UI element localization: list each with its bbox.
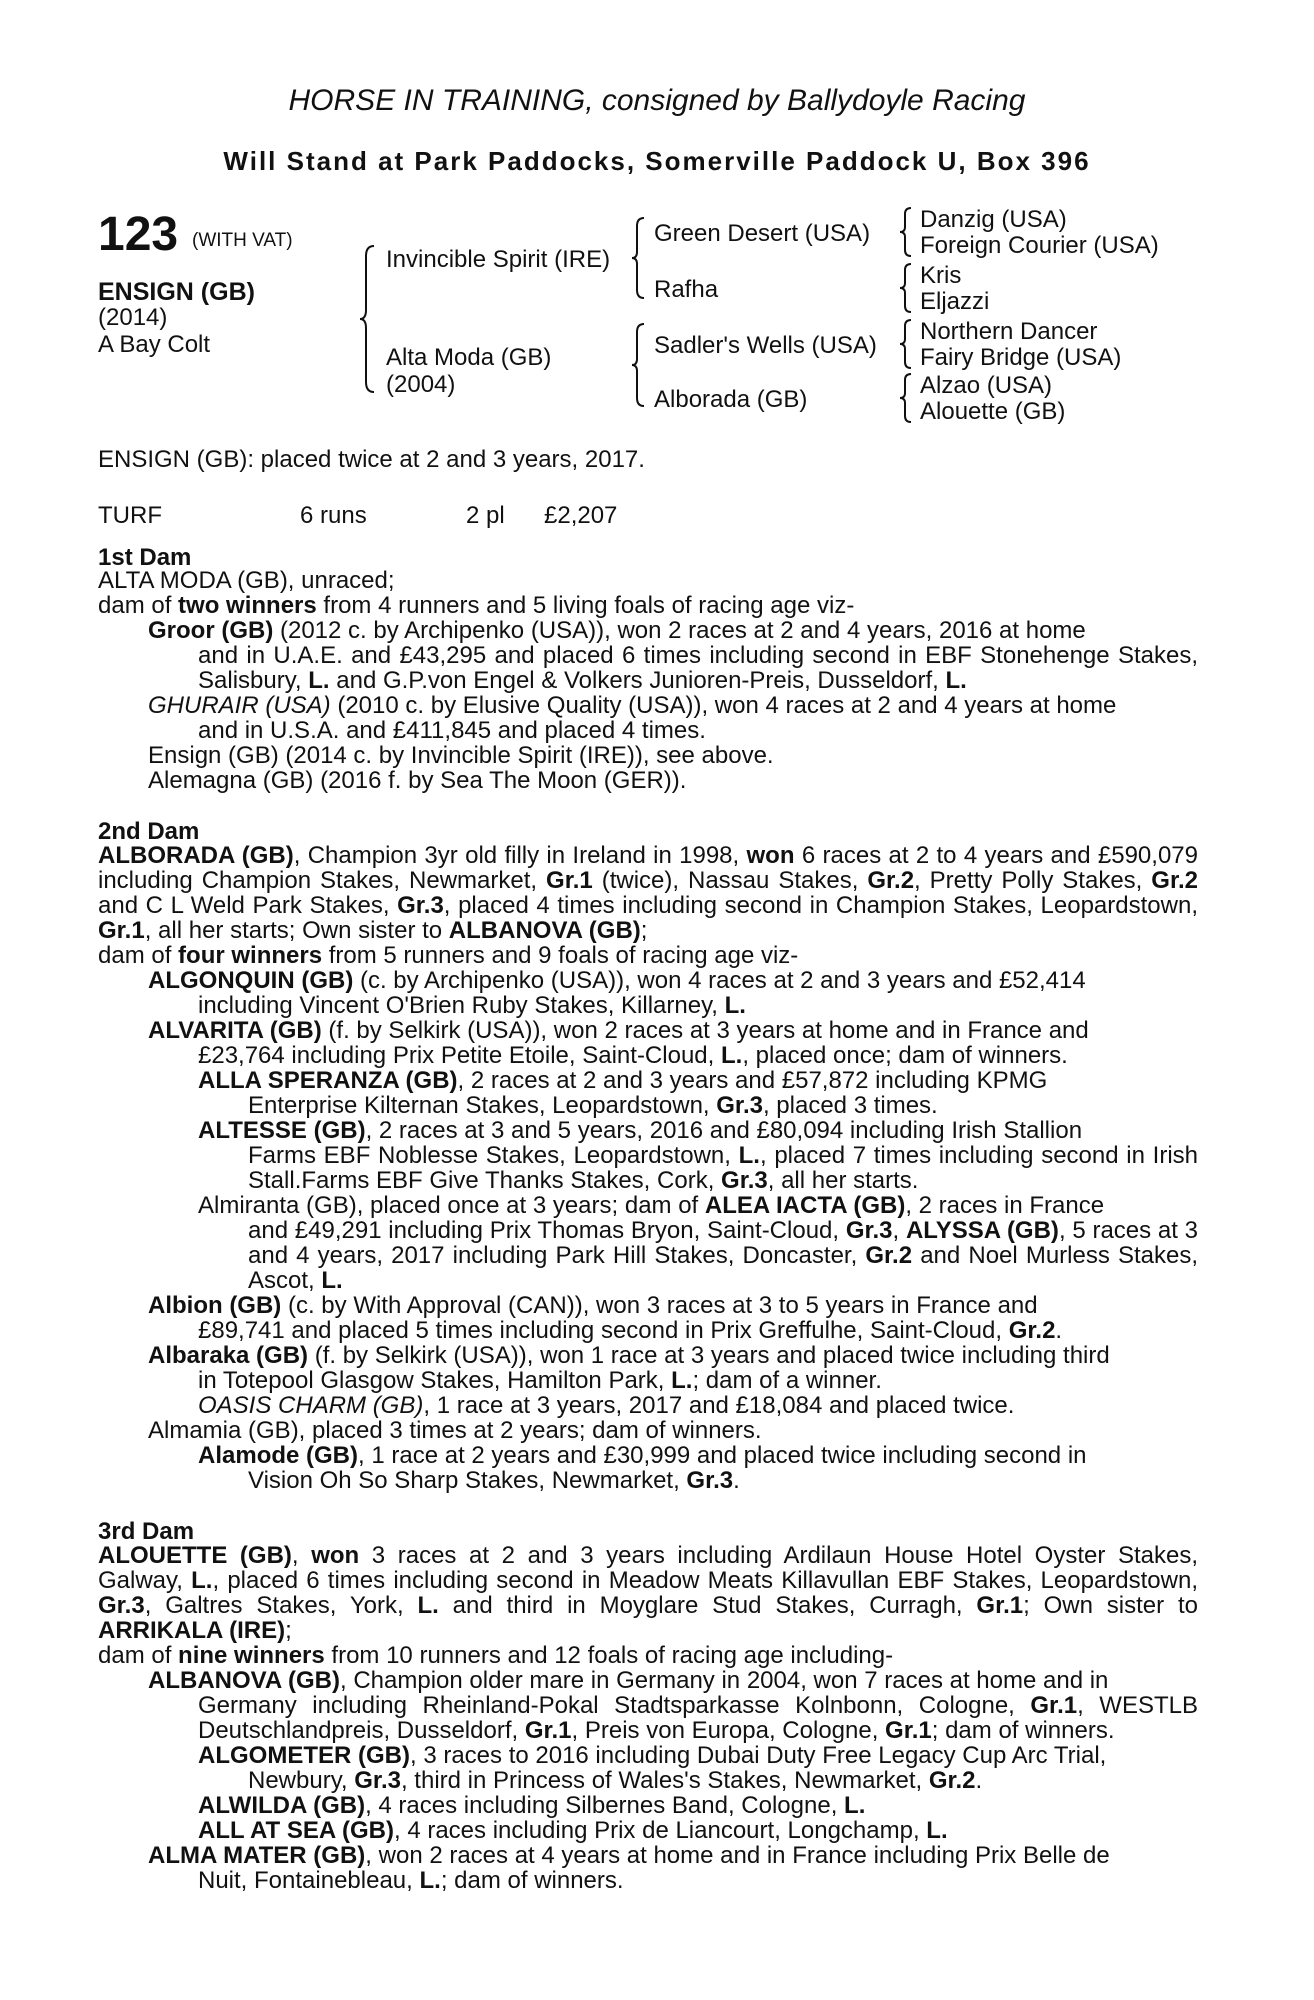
first-dam-text: ALTA MODA (GB), unraced; dam of two winners from 4 runners and 5 living foals of racing age viz- <box>98 567 855 619</box>
pedigree-dam-dam: Alborada (GB) <box>654 386 808 413</box>
lot-number: 123 <box>98 208 179 261</box>
first-dam-foal-cont: and in U.S.A. and £411,845 and placed 4 times. <box>198 717 706 744</box>
record-placed: 2 pl <box>466 502 505 529</box>
second-dam-foal: ALGONQUIN (GB) (c. by Archipenko (USA)), won 4 races at 2 and 3 years and £52,414 <box>148 967 1086 994</box>
grand-foal-cont: and £49,291 including Prix Thomas Bryon, Saint-Cloud, Gr.3, ALYSSA (GB), 5 races at 3 and 4 years, 2017 including Park Hill Stakes, Doncaster, Gr.2 and Noel Murless Stakes, Ascot, L. <box>248 1217 1199 1294</box>
pedigree-gg: Alouette (GB) <box>920 398 1066 425</box>
first-dam-foal: Groor (GB) (2012 c. by Archipenko (USA)), won 2 races at 2 and 4 years, 2016 at home <box>148 617 1086 644</box>
pedigree-brace-gg3 <box>898 318 914 370</box>
pedigree-brace-dam <box>630 322 648 408</box>
pedigree-gg: Kris <box>920 262 962 289</box>
grand-foal: Almiranta (GB), placed once at 3 years; dam of ALEA IACTA (GB), 2 races in France <box>198 1192 1105 1219</box>
record-runs: 6 runs <box>300 502 367 529</box>
grand-foal: ALTESSE (GB), 2 races at 3 and 5 years, 2016 and £80,094 including Irish Stallion <box>198 1117 1083 1144</box>
pedigree-brace-gg4 <box>898 372 914 424</box>
grand-foal: Alamode (GB), 1 race at 2 years and £30,999 and placed twice including second in <box>198 1442 1087 1469</box>
grand-foal-cont: Vision Oh So Sharp Stakes, Newmarket, Gr.3. <box>248 1467 740 1494</box>
second-dam-foal: Almamia (GB), placed 3 times at 2 years; dam of winners. <box>148 1417 762 1444</box>
pedigree-gg: Northern Dancer <box>920 318 1098 345</box>
pedigree-dam-year: (2004) <box>386 371 456 398</box>
first-dam-foal: Ensign (GB) (2014 c. by Invincible Spirit (IRE)), see above. Alemagna (GB) (2016 f. by Sea The Moon (GER)). <box>148 742 774 794</box>
horse-name: ENSIGN (GB) <box>98 278 255 306</box>
pedigree-sire-dam: Rafha <box>654 276 719 303</box>
section-1st-dam: 1st Dam <box>98 544 192 571</box>
pedigree-sire: Invincible Spirit (IRE) <box>386 246 611 273</box>
pedigree-brace-gg1 <box>898 206 914 258</box>
second-dam-foal-cont: in Totepool Glasgow Stakes, Hamilton Park, L.; dam of a winner. OASIS CHARM (GB), 1 race at 3 years, 2017 and £18,084 and placed twice. <box>198 1367 1015 1419</box>
third-dam-foal-cont: Germany including Rheinland-Pokal Stadtsparkasse Kolnbonn, Cologne, Gr.1, WESTLB Deutschlandpreis, Dusseldorf, Gr.1, Preis von Europa, Cologne, Gr.1; dam of winners. <box>198 1692 1198 1744</box>
pedigree-brace-sire <box>630 216 648 300</box>
grand-foal: ALWILDA (GB), 4 races including Silbernes Band, Cologne, L. ALL AT SEA (GB), 4 races including Prix de Liancourt, Longchamp, L. <box>198 1792 948 1844</box>
grand-foal-cont: Newbury, Gr.3, third in Princess of Wales's Stakes, Newmarket, Gr.2. <box>248 1767 983 1794</box>
pedigree-dam: Alta Moda (GB) <box>386 344 552 371</box>
stand-location: Will Stand at Park Paddocks, Somerville Paddock U, Box 396 <box>223 146 1091 176</box>
section-3rd-dam: 3rd Dam <box>98 1518 195 1545</box>
second-dam-foal: Albaraka (GB) (f. by Selkirk (USA)), won 1 race at 3 years and placed twice including third <box>148 1342 1110 1369</box>
third-dam-foal-cont: Nuit, Fontainebleau, L.; dam of winners. <box>198 1867 624 1894</box>
second-dam-foal-cont: £23,764 including Prix Petite Etoile, Saint-Cloud, L., placed once; dam of winners. <box>198 1042 1068 1069</box>
horse-description: A Bay Colt <box>98 331 211 358</box>
record-surface: TURF <box>98 502 162 529</box>
summary-line: ENSIGN (GB): placed twice at 2 and 3 years, 2017. <box>98 446 645 473</box>
pedigree-gg: Fairy Bridge (USA) <box>920 344 1122 371</box>
grand-foal-cont: Farms EBF Noblesse Stakes, Leopardstown, L., placed 7 times including second in Irish Stall.Farms EBF Give Thanks Stakes, Cork, Gr.3, all her starts. <box>248 1142 1198 1194</box>
foaling-year: (2014) <box>98 304 168 331</box>
grand-foal: ALGOMETER (GB), 3 races to 2016 including Dubai Duty Free Legacy Cup Arc Trial, <box>198 1742 1107 1769</box>
second-dam-foal: ALVARITA (GB) (f. by Selkirk (USA)), won 2 races at 3 years at home and in France and <box>148 1017 1089 1044</box>
first-dam-foal-cont: and in U.A.E. and £43,295 and placed 6 times including second in EBF Stonehenge Stakes, Salisbury, L. and G.P.von Engel & Volkers Junioren-Preis, Dusseldorf, L. <box>198 642 1198 694</box>
vat-label: (WITH VAT) <box>192 230 293 251</box>
pedigree-gg: Alzao (USA) <box>920 372 1053 399</box>
third-dam-foal: ALMA MATER (GB), won 2 races at 4 years at home and in France including Prix Belle de <box>148 1842 1110 1869</box>
second-dam-foal-cont: £89,741 and placed 5 times including second in Prix Greffulhe, Saint-Cloud, Gr.2. <box>198 1317 1063 1344</box>
pedigree-gg: Foreign Courier (USA) <box>920 232 1159 259</box>
pedigree-gg: Eljazzi <box>920 288 990 315</box>
second-dam-foal-cont: including Vincent O'Brien Ruby Stakes, Killarney, L. <box>198 992 746 1019</box>
record-prize: £2,207 <box>544 502 618 529</box>
pedigree-brace-main <box>358 244 378 394</box>
section-2nd-dam: 2nd Dam <box>98 818 200 845</box>
page-title: HORSE IN TRAINING, consigned by Ballydoyle Racing <box>288 84 1026 117</box>
second-dam-text: ALBORADA (GB), Champion 3yr old filly in Ireland in 1998, won 6 races at 2 to 4 years and £590,079 including Champion Stakes, Newmarket, Gr.1 (twice), Nassau Stakes, Gr.2, Pretty Polly Stakes, Gr.2 and C L Weld Park Stakes, Gr.3, placed 4 times including second in Champion Stakes, Leopardstown, Gr.1, all her starts; Own sister to ALBANOVA (GB); dam of four winners from 5 runners and 9 foals of racing age viz- <box>98 842 1198 969</box>
first-dam-foal: GHURAIR (USA) (2010 c. by Elusive Quality (USA)), won 4 races at 2 and 4 years at home <box>148 692 1117 719</box>
third-dam-text: ALOUETTE (GB), won 3 races at 2 and 3 years including Ardilaun House Hotel Oyster Stakes, Galway, L., placed 6 times including second in Meadow Meats Killavullan EBF Stakes, Leopardstown, Gr.3, Galtres Stakes, York, L. and third in Moyglare Stud Stakes, Curragh, Gr.1; Own sister to ARRIKALA (IRE); dam of nine winners from 10 runners and 12 foals of racing age including- <box>98 1542 1199 1669</box>
pedigree-brace-gg2 <box>898 262 914 314</box>
pedigree-dam-sire: Sadler's Wells (USA) <box>654 332 877 359</box>
third-dam-foal: ALBANOVA (GB), Champion older mare in Germany in 2004, won 7 races at home and in <box>148 1667 1109 1694</box>
pedigree-gg: Danzig (USA) <box>920 206 1067 233</box>
second-dam-foal: Albion (GB) (c. by With Approval (CAN)), won 3 races at 3 to 5 years in France and <box>148 1292 1038 1319</box>
grand-foal: ALLA SPERANZA (GB), 2 races at 2 and 3 years and £57,872 including KPMG <box>198 1067 1048 1094</box>
pedigree-sire-sire: Green Desert (USA) <box>654 220 871 247</box>
grand-foal-cont: Enterprise Kilternan Stakes, Leopardstown, Gr.3, placed 3 times. <box>248 1092 938 1119</box>
